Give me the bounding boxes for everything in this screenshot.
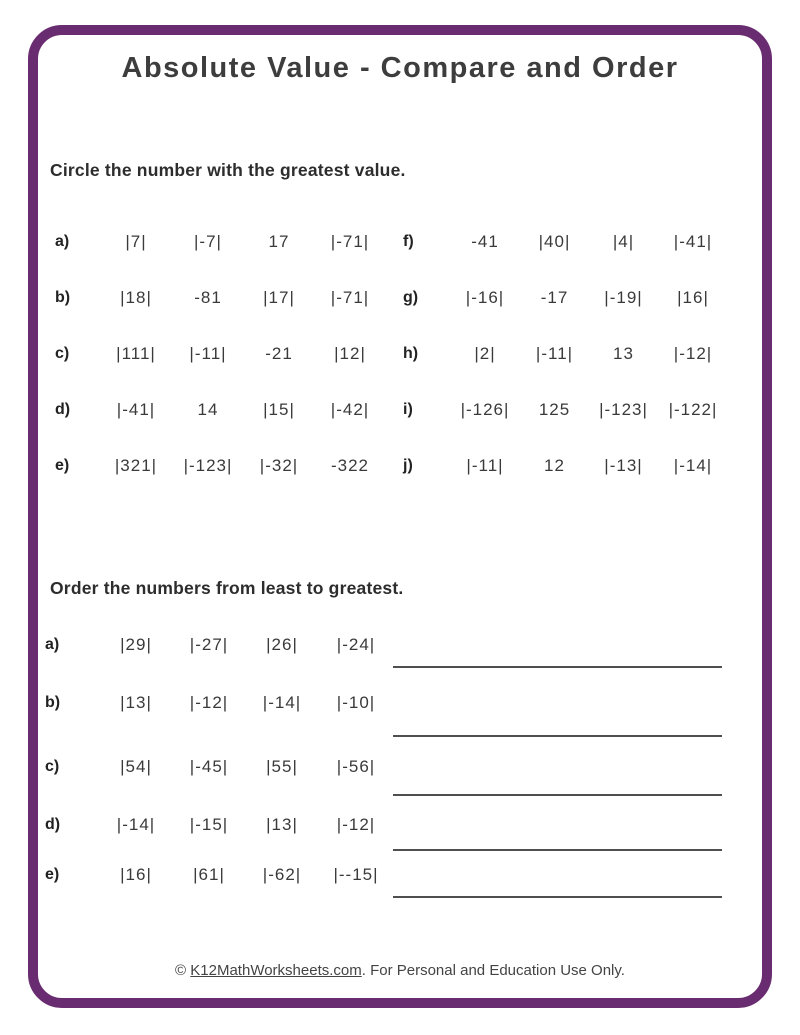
compare-row-b [55,270,386,326]
row-label: d) [55,401,71,418]
value-cell: |15| [263,400,295,419]
value-cell: |-41| [116,400,156,419]
value-cell: |16| [677,288,709,307]
value-cell: |-123| [599,400,648,419]
value-cell: 17 [268,232,290,251]
value-cell: |-12| [189,693,229,712]
value-cell: |-71| [330,232,370,251]
row-label: b) [45,694,61,711]
value-cell: |-62| [262,865,302,884]
row-label: f) [403,233,414,250]
answer-line [393,794,722,796]
answer-line [393,735,722,737]
value-cell: |-126| [460,400,510,419]
footer-prefix: © [175,962,191,979]
value-cell: |-27| [189,635,229,654]
value-cell: |7| [125,232,147,251]
compare-row-i [403,382,728,438]
section1-left-column [55,214,386,494]
row-label: i) [403,401,413,418]
value-cell: 125 [538,400,571,419]
row-label: d) [45,816,61,833]
value-cell: |-14| [262,693,302,712]
value-cell: 12 [544,456,565,475]
value-cell: |55| [266,757,298,776]
value-cell: |-7| [194,232,222,251]
row-label: e) [55,457,70,474]
order-row-a [45,631,394,659]
footer-site-link[interactable]: K12MathWorksheets.com [190,962,362,979]
row-label: a) [55,233,70,250]
answer-line [393,896,722,898]
value-cell: |-11| [535,344,574,363]
value-cell: |40| [538,232,571,251]
value-cell: |2| [474,344,496,363]
row-label: g) [403,289,419,306]
value-cell: |-122| [668,400,718,419]
value-cell: |-71| [330,288,370,307]
order-row-d [45,811,394,839]
value-cell: -41 [471,232,499,251]
footer-copyright [0,962,800,979]
value-cell: |-13| [604,456,643,475]
value-cell: |13| [266,815,298,834]
row-label: e) [45,866,60,883]
row-label: b) [55,289,71,306]
value-cell: 13 [613,344,634,363]
row-label: c) [45,758,60,775]
value-cell: -81 [194,288,222,307]
answer-line [393,666,722,668]
compare-row-h [403,326,728,382]
value-cell: |111| [116,344,156,363]
compare-row-j [403,438,728,494]
worksheet-title: Absolute Value - Compare and Order [121,52,679,84]
order-row-b [45,689,394,717]
order-row-e [45,861,394,889]
value-cell: |-19| [604,288,643,307]
value-cell: |26| [266,635,298,654]
answer-line [393,849,722,851]
row-label: h) [403,345,419,362]
value-cell: 14 [197,400,219,419]
value-cell: |-32| [259,456,299,475]
value-cell: -17 [540,288,569,307]
value-cell: |-24| [336,635,376,654]
value-cell: |-10| [336,693,376,712]
value-cell: |29| [120,635,152,654]
row-label: a) [45,636,60,653]
value-cell: |-45| [189,757,229,776]
row-label: j) [403,457,413,474]
compare-row-e [55,438,386,494]
footer-suffix: . For Personal and Education Use Only. [361,962,625,979]
value-cell: |--15| [333,865,379,884]
value-cell: |-11| [466,456,504,475]
section2-heading: Order the numbers from least to greatest. [50,578,404,598]
value-cell: |-16| [465,288,505,307]
value-cell: |61| [193,865,225,884]
value-cell: |321| [114,456,158,475]
value-cell: |-41| [673,232,713,251]
value-cell: -21 [265,344,293,363]
compare-row-a [55,214,386,270]
order-row-c [45,753,394,781]
value-cell: |-56| [336,757,376,776]
compare-row-d [55,382,386,438]
value-cell: |16| [120,865,152,884]
value-cell: |4| [612,232,635,251]
value-cell: |-11| [189,344,227,363]
value-cell: -322 [330,456,370,475]
value-cell: |13| [120,693,152,712]
value-cell: |-12| [336,815,376,834]
section1-heading: Circle the number with the greatest value. [50,160,406,180]
value-cell: |-14| [673,456,713,475]
value-cell: |-14| [116,815,156,834]
value-cell: |12| [334,344,366,363]
value-cell: |-15| [189,815,229,834]
value-cell: |-12| [673,344,713,363]
section1-right-column [403,214,728,494]
value-cell: |18| [120,288,152,307]
compare-row-c [55,326,386,382]
compare-row-f [403,214,728,270]
row-label: c) [55,345,70,362]
value-cell: |-42| [330,400,370,419]
value-cell: |17| [263,288,295,307]
compare-row-g [403,270,728,326]
value-cell: |-123| [183,456,233,475]
value-cell: |54| [120,757,152,776]
